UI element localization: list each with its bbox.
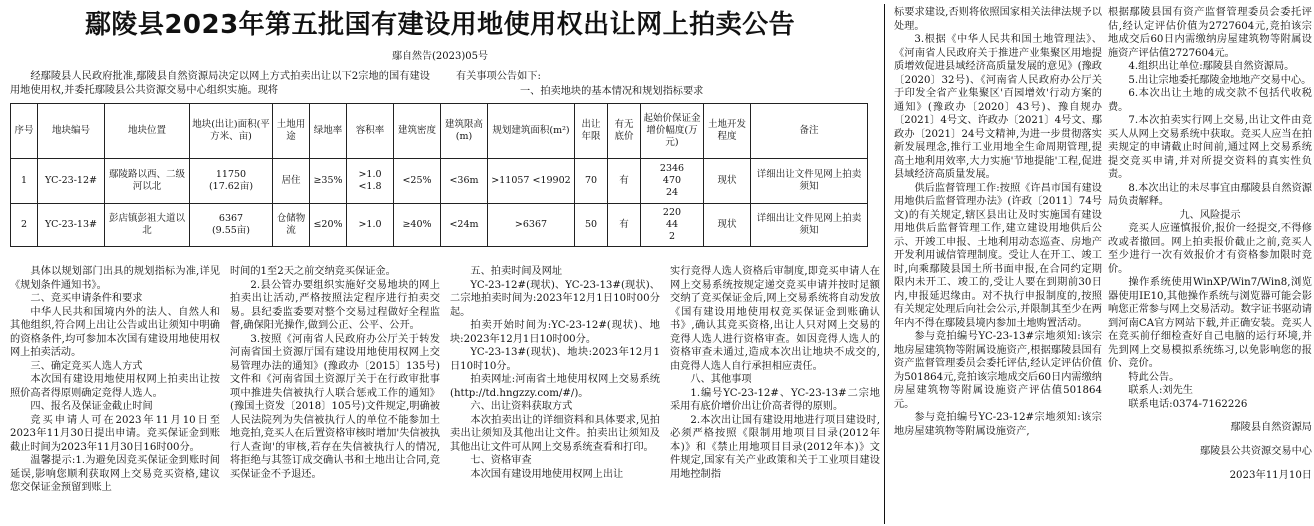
- table-header: 地块位置: [105, 104, 190, 159]
- table-header-row: [11, 104, 868, 159]
- cell-reserve: 有: [608, 159, 641, 204]
- paragraph: 3.根据《中华人民共和国土地管理法》、《河南省人民政府关于推进产业集聚区用地提质增效促进县域经济高质量发展的意见》(豫政〔2020〕32号)、《河南省人民政府办公厅关于印发全省产业集聚区'百园增效'行动方案的通知》(豫政办〔2020〕43号)、豫自规办〔2021〕4号文、许政办〔2021〕4号文、鄢政办〔2021〕24号文精神,为进一步贯彻落实新发展理念,推行工业用地全生命周期管理,提高土地利用效率,大力实施'节地提能'工程,促进县域经济高质量发展。: [894, 34, 1102, 180]
- cell-dev: 现状: [704, 159, 751, 204]
- section-heading: 九、风险提示: [1179, 209, 1241, 221]
- cell-code: YC-23-13#: [38, 204, 105, 247]
- bid-step: 24: [665, 187, 679, 198]
- paragraph: 3.按照《河南省人民政府办公厅关于转发河南省国土资源厅国有建设用地使用权网上交易管理办法的通知》(豫政办〔2015〕135号)文件和《河南省国土资源厅关于在行政审批事项中推进失信被执行人联合惩戒工作的通知》(豫国土资发〔2018〕105号)文件规定,明确被人民法院列为失信被执行人的单位不能参加土地竞拍,竞买人在后置资格审核时增加'失信被执行人查询'的审核,若存在失信被执行人的情况,将拒绝与其签订成交确认书和土地出让合同,竞买保证金不予退还。: [230, 333, 440, 480]
- paragraph: 8.本次出让的未尽事宜由鄢陵县自然资源局负责解释。: [1108, 182, 1312, 207]
- table-header: 容积率: [347, 104, 394, 159]
- table-header: 土地开发程度: [704, 104, 751, 159]
- signature-date: 2023年11月10日: [1229, 469, 1312, 481]
- table-header: 起始价保证金增价幅度(万元): [641, 104, 704, 159]
- cell-height: <36m: [441, 159, 488, 204]
- cell-density: ≥40%: [394, 204, 441, 247]
- paragraph: 本次拍卖出让的详细资料和具体要求,见拍卖出让须知及其他出让文件。拍卖出让须知及其他出让文件可从网上交易系统查看和打印。: [450, 414, 660, 453]
- document-number: 鄢自然告(2023)05号: [392, 51, 488, 62]
- paragraph: 4.组织出让单位:鄢陵县自然资源局。: [1128, 61, 1295, 72]
- text-column-4: [670, 265, 880, 526]
- table-header: 地块编号: [38, 104, 105, 159]
- paragraph: 竞买人应谨慎报价,报价一经提交,不得修改或者撤回。网上拍卖报价截止之前,竞买人至少进行一次有效报价才有资格参加限时竞价。: [1108, 223, 1312, 275]
- text-column-3: [450, 265, 660, 526]
- table-header: 有无底价: [608, 104, 641, 159]
- paragraph: 参与竞拍编号YC-23-12#宗地须知:该宗地房屋建筑物等附属设施资产,: [894, 412, 1102, 437]
- page-title: 鄢陵县2023年第五批国有建设用地使用权出让网上拍卖公告: [84, 10, 796, 40]
- paragraph: YC-23-13#(现状)、地块:2023年12月1日10时10分。: [450, 347, 660, 372]
- cell-height: <24m: [441, 204, 488, 247]
- cell-location: 鄢陵路以西、二级河以北: [105, 159, 190, 204]
- section-heading: 五、拍卖时间及网址: [470, 266, 563, 277]
- bid-step: 2: [668, 231, 676, 242]
- paragraph: 供后监督管理工作:按照《许昌市国有建设用地供后监督管理办法》(许政〔2011〕74号文)的有关规定,辖区县出让及时实施国有建设用地供后监督管理工作,建立建设用地供后公示、开竣工申报、土地利用动态巡查、房地产开发利用诚信管理制度。受让人在开工、竣工时,向乘鄢陵县国土所书面申报,在合同约定期限内未开工、竣工的,受让人要在到期前30日内,申报延迟缘由。对不执行申报制度的,按照有关规定处理后向社会公示,并限制其至少在两年内不得在鄢陵县境内参加土地购置活动。: [894, 182, 1102, 329]
- paragraph: 2.本次出让国有建设用地进行项目建设时,必须严格按照《限制用地项目目录(2012年本)》和《禁止用地项目目录(2012年本)》文件规定,国家有关产业政策和关于工业项目建设用地控制指: [670, 414, 880, 480]
- cell-note: 详细出让文件见网上拍卖须知: [751, 204, 868, 247]
- table-header: 规划建筑面积(m²): [488, 104, 575, 159]
- table-row: [11, 159, 868, 204]
- paragraph: 拍卖开始时间为:YC-23-12#(现状)、地块:2023年12月1日10时00分。: [450, 320, 660, 345]
- section-heading: 六、出让资料获取方式: [470, 401, 573, 412]
- cell-far: >1.0: [347, 204, 394, 247]
- paragraph: 温馨提示:1.为避免因竞买保证金到账时间延误,影响您顺利获取网上交易竞买资格,建议您交保证金预留到账上: [10, 455, 220, 493]
- text-column-5: [894, 6, 1102, 526]
- paragraph: 具体以规划部门出具的规划指标为准,详见《规划条件通知书》。: [10, 266, 220, 291]
- land-plot-table: [10, 103, 868, 247]
- paragraph: 根据鄢陵县国有资产监督管理委员会委托评估,经认定评估价值为2727604元,竞拍该宗地成交后60日内需缴纳房屋建筑物等附属设施资产评估值2727604元。: [1108, 7, 1312, 59]
- cell-reserve: 有: [608, 204, 641, 247]
- cell-no: 1: [11, 159, 38, 204]
- signature-org: 鄢陵县自然资源局: [1230, 422, 1312, 434]
- cell-green: ≤20%: [310, 204, 347, 247]
- paragraph: 标要求建设,否则将依照国家相关法律法规予以处理。: [894, 7, 1102, 32]
- table-header: 建筑限高(m): [441, 104, 488, 159]
- cell-location: 彭店镇彭祖大道以北: [105, 204, 190, 247]
- area-value: 11750: [215, 169, 247, 180]
- intro-text: 经鄢陵县人民政府批准,鄢陵县自然资源局决定以网上方式拍卖出让以下2宗地的国有建设用地使用权,并委托鄢陵县公共资源交易中心组织实施。现将: [10, 71, 430, 96]
- cell-area: [190, 204, 273, 247]
- area-value: 6367: [218, 213, 244, 224]
- table-header: 土地用途: [273, 104, 310, 159]
- cell-use: 仓储物流: [273, 204, 310, 247]
- deposit: 44: [665, 219, 679, 230]
- paragraph: 7.本次拍卖实行网上交易,出让文件由竞买人从网上交易系统中获取。竞买人应当在拍卖规定的申请截止时间前,通过网上交易系统提交竞买申请,并对所提交资料的真实性负责。: [1108, 115, 1312, 180]
- cell-note: 详细出让文件见网上拍卖须知: [751, 159, 868, 204]
- cell-years: 50: [575, 204, 608, 247]
- table-header: 备注: [751, 104, 868, 159]
- paragraph: 操作系统使用WinXP/Win7/Win8,浏览器使用IE10,其他操作系统与浏览器可能会影响您正常参与网上交易活动。数字证书驱动请到河南CA官方网站下载,并正确安装。竞买人在竞买前仔细检查好自己电脑的运行环境,并先到网上交易模拟系统练习,以免影响您的报价、竞价。: [1108, 277, 1312, 369]
- text-column-6: [1108, 6, 1312, 526]
- text-column-2: [230, 265, 440, 526]
- cell-no: 2: [11, 204, 38, 247]
- table-header: 建筑密度: [394, 104, 441, 159]
- cell-far: >1.0 <1.8: [347, 159, 394, 204]
- paragraph: 特此公告。: [1128, 371, 1180, 383]
- cell-years: 70: [575, 159, 608, 204]
- intro-paragraph: [10, 70, 430, 97]
- paragraph: 中华人民共和国境内外的法人、自然人和其他组织,符合网上出让公告或出让须知中明确的资格条件,均可参加本次国有建设用地使用权网上拍卖活动。: [10, 306, 220, 358]
- table-header: 地块(出让)面积(平方米、亩): [190, 104, 273, 159]
- paragraph: 本次国有建设用地使用权网上出让: [470, 468, 624, 480]
- cell-dev: 现状: [704, 204, 751, 247]
- paragraph: 2.县公管办要组织实施好交易地块的网上拍卖出让活动,严格按照法定程序进行拍卖交易。县纪委监委要对整个交易过程做好全程监督,确保阳光操作,做到公正、公平、公开。: [230, 279, 440, 331]
- cell-use: 居住: [273, 159, 310, 204]
- paragraph: YC-23-12#(现状)、YC-23-13#(现状)、二宗地拍卖时间为:2023年12月1日10时00分起。: [450, 279, 660, 318]
- cell-green: ≥35%: [310, 159, 347, 204]
- paragraph: 参与竞拍编号YC-23-13#宗地须知:该宗地房屋建筑物等附属设施资产,根据鄢陵县国有资产监督管理委员会委托评估,经认定评估价值为501864元,竞拍该宗地成交后60日内需缴纳房屋建筑物等附属设施资产评估值501864元。: [894, 331, 1102, 410]
- cell-area: [190, 159, 273, 204]
- contact-phone: 联系电话:0374-7162226: [1128, 398, 1248, 410]
- table-header: 序号: [11, 104, 38, 159]
- paragraph: 本次国有建设用地使用权网上拍卖出让按照价高者得原则确定竞得人选人。: [10, 374, 220, 399]
- section-1-heading: 一、拍卖地块的基本情况和规划指标要求: [520, 86, 704, 97]
- paragraph: 实行竞得人选人资格后审制度,即竞买申请人在网上交易系统按规定递交竞买申请并按时足额交纳了竞买保证金后,网上交易系统将自动发放《国有建设用地使用权竞买保证金到账确认书》,确认其竞买资格,出让人只对网上交易的竞得人选人进行资格审查。如因竞得人选人的资格审查未通过,造成本次出让地块不成交的,由竞得人选人自行承担相应责任。: [670, 266, 880, 372]
- paragraph: 拍卖网址:河南省土地使用权网上交易系统(http://td.hngzzy.com/#/)。: [450, 374, 660, 399]
- contact-person: 联系人:刘先生: [1128, 385, 1193, 396]
- cell-price: [641, 204, 704, 247]
- start-price: 220: [662, 207, 682, 218]
- column-divider: [884, 4, 885, 524]
- area-mu: (17.62亩): [208, 181, 254, 192]
- cell-price: [641, 159, 704, 204]
- paragraph: 6.本次出让土地的成交款不包括代收税费。: [1108, 88, 1312, 113]
- section-heading: 八、其他事项: [690, 374, 752, 385]
- signature-org-2: 鄢陵县公共资源交易中心: [1199, 445, 1312, 457]
- area-mu: (9.55亩): [211, 225, 251, 236]
- section-heading: 三、确定竞买人选人方式: [30, 360, 143, 372]
- text-column-1: [10, 265, 220, 526]
- paragraph: 竞买申请人可在2023年11月10日至2023年11月30日提出申请。竞买保证金到账截止时间为2023年11月30日16时00分。: [10, 414, 220, 453]
- paragraph: 5.出让宗地委托鄢陵金地地产交易中心。: [1128, 74, 1312, 86]
- table-row: [11, 204, 868, 247]
- section-heading: 二、竞买申请条件和要求: [30, 293, 143, 304]
- table-header: 出让年限: [575, 104, 608, 159]
- section-heading: 七、资格审查: [470, 455, 532, 466]
- paragraph: 时间的1至2天之前交纳竞买保证金。: [230, 266, 396, 277]
- cell-floor-area: >11057 <19902: [488, 159, 575, 204]
- section-heading: 四、报名及保证金截止时间: [30, 401, 153, 412]
- paragraph: 1.编号YC-23-12#、YC-23-13#二宗地采用有底价增价出让价高者得的原则。: [670, 387, 880, 412]
- intro-continued: 有关事项公告如下:: [456, 71, 541, 82]
- cell-density: <25%: [394, 159, 441, 204]
- cell-code: YC-23-12#: [38, 159, 105, 204]
- deposit: 470: [662, 175, 682, 186]
- table-header: 绿地率: [310, 104, 347, 159]
- cell-floor-area: >6367: [488, 204, 575, 247]
- start-price: 2346: [659, 163, 685, 174]
